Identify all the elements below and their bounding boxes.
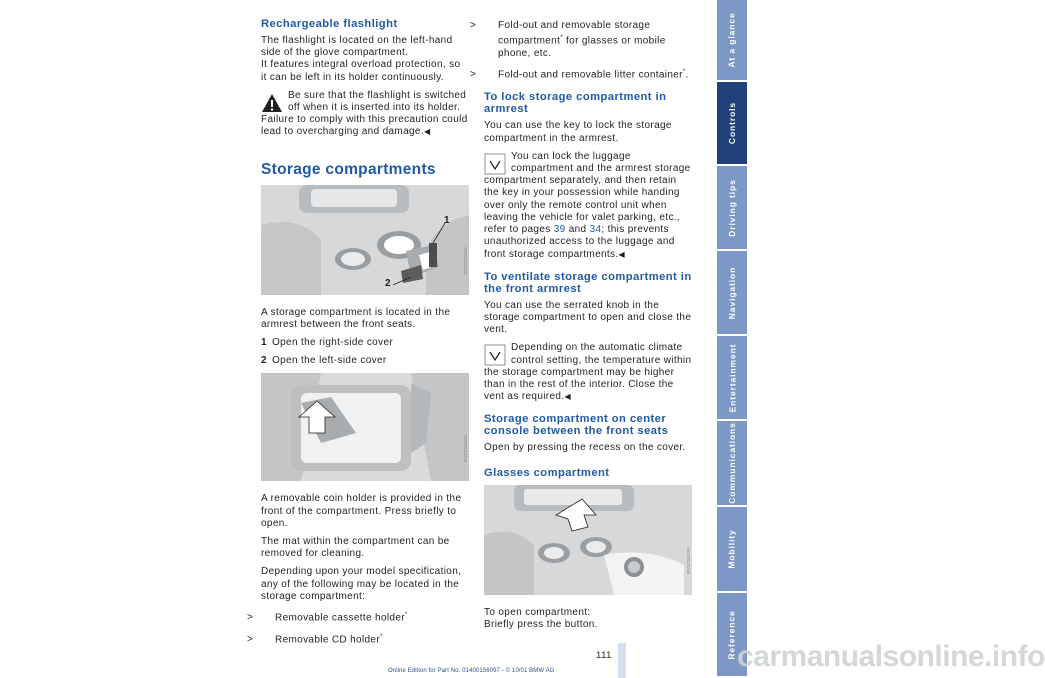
watermark: carmanualsonline.info	[737, 640, 1045, 673]
note-check-icon	[484, 153, 506, 175]
tab-controls[interactable]: Controls	[717, 82, 747, 166]
lock-paragraph: You can use the key to lock the storage compartment in the armrest.	[484, 120, 672, 144]
coin-holder-paragraph: A removable coin holder is provided in the front of the compartment. Press briefly to open.	[261, 493, 462, 529]
flashlight-warning-note	[261, 90, 469, 139]
list-item: > Removable cassette holder*	[247, 612, 408, 624]
tab-entertainment[interactable]: Entertainment	[717, 336, 747, 421]
tab-driving-tips[interactable]: Driving tips	[717, 166, 747, 251]
page-number-bar	[618, 643, 626, 678]
vent-paragraph: You can use the serrated knob in the storage compartment to open and close the vent.	[484, 299, 692, 336]
coin-holder-photo	[261, 373, 469, 481]
vent-note	[484, 342, 692, 403]
section-tabs	[717, 0, 747, 678]
lock-heading: To lock storage compartment in armrest	[484, 91, 667, 116]
bullet-list	[247, 609, 469, 646]
list-item: 1 Open the right-side cover	[261, 337, 394, 349]
tab-at-a-glance[interactable]: At a glance	[717, 0, 747, 82]
flashlight-heading: Rechargeable flashlight	[261, 18, 398, 30]
center-console-paragraph: Open by pressing the recess on the cover.	[484, 442, 686, 454]
callout-1: 1	[444, 214, 450, 226]
end-triangle-icon: ◀	[564, 392, 571, 402]
end-triangle-icon: ◀	[618, 249, 626, 259]
image-code: W7075E6X6	[463, 246, 468, 274]
center-console-heading: Storage compartment on center console between the front seats	[484, 413, 669, 438]
storage-paragraph-1: A storage compartment is located in the armrest between the front seats.	[261, 306, 451, 330]
end-triangle-icon: ◀	[423, 127, 431, 137]
vent-note-text: Depending on the automatic climate control setting, the temperature within the storage compartment may be higher than in the rest of the interior. Close the vent as required.	[484, 342, 692, 403]
tab-reference[interactable]: Reference	[717, 593, 747, 678]
flashlight-paragraph-1: The flashlight is located on the left-hand side of the glove compartment.	[261, 35, 453, 59]
numbered-list	[261, 337, 469, 367]
depend-paragraph: Depending upon your model specification, any of the following may be located in the storage compartment:	[261, 566, 462, 602]
page-number: 111	[596, 650, 612, 661]
footer-text: Online Edition for Part No. 01400156097 - © 10/01 BMW AG	[388, 668, 555, 674]
left-column	[247, 18, 469, 652]
glasses-photo	[484, 485, 692, 595]
list-item: > Fold-out and removable storage compartment* for glasses or mobile phone, etc.	[470, 20, 666, 59]
bullet-list	[470, 20, 692, 81]
open-paragraph-2: Briefly press the button.	[484, 618, 598, 630]
flashlight-warning-text: Be sure that the flashlight is switched off when it is inserted into its holder. Failure to comply with this precaution could lead to overcharging and damage.	[261, 89, 468, 138]
callout-2: 2	[385, 277, 391, 289]
lock-note: You can lock the luggage compartment and the armrest storage compartment separately, and then retain the key in your possession while handing over only the remote control unit when leaving the vehicle for valet parking, etc., refer to pages 39 and 34; this prevents unauthorized access to the luggage and front storage compartments.◀	[484, 150, 691, 260]
lock-note-text: You can lock the luggage compartment and the armrest storage compartment separately, and then retain the key in your possession while handing over only the remote control unit when leaving the vehicle for valet parking, etc., refer to pages	[484, 150, 691, 236]
vent-heading: To ventilate storage compartment in the front armrest	[484, 270, 692, 295]
armrest-photo	[261, 185, 469, 295]
storage-heading: Storage compartments	[261, 160, 436, 178]
page-link-39[interactable]: 39	[553, 224, 566, 236]
page-link-34[interactable]: 34	[589, 224, 602, 236]
flashlight-paragraph-2: It features integral overload protection, so it can be left in its holder continuously.	[261, 59, 461, 83]
tab-navigation[interactable]: Navigation	[717, 251, 747, 336]
right-column	[470, 20, 692, 637]
list-item: > Removable CD holder*	[247, 633, 383, 645]
image-code: W7075E6X6	[686, 546, 691, 574]
list-item: 2 Open the left-side cover	[261, 355, 387, 367]
tab-communications[interactable]: Communications	[717, 421, 747, 507]
note-check-icon	[484, 344, 506, 366]
mat-paragraph: The mat within the compartment can be removed for cleaning.	[261, 536, 450, 560]
list-item: > Fold-out and removable litter container*.	[470, 68, 689, 81]
glasses-heading: Glasses compartment	[484, 466, 610, 479]
image-code: W7075E6X6	[463, 435, 468, 463]
warning-triangle-icon	[261, 92, 283, 114]
tab-mobility[interactable]: Mobility	[717, 507, 747, 593]
open-paragraph-1: To open compartment:	[484, 606, 591, 618]
